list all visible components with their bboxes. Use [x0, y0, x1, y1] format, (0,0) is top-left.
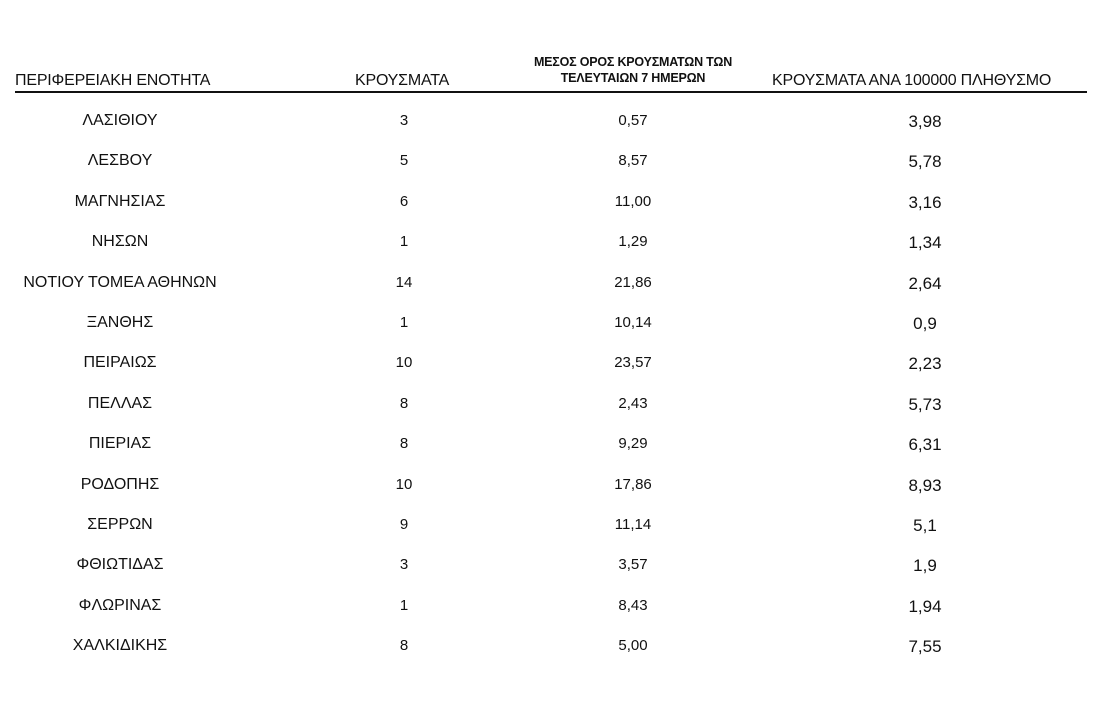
region-cell: ΠΙΕΡΙΑΣ — [88, 435, 152, 453]
table-row — [0, 546, 1100, 586]
table-row — [0, 344, 1100, 384]
header-region: ΠΕΡΙΦΕΡΕΙΑΚΗ ΕΝΟΤΗΤΑ — [15, 72, 211, 89]
region-cell: ΜΑΓΝΗΣΙΑΣ — [74, 192, 166, 210]
table-row — [0, 102, 1100, 142]
avg7-cell: 10,14 — [614, 313, 652, 331]
table-row — [0, 223, 1100, 263]
avg7-cell: 8,57 — [618, 152, 648, 170]
table-row — [0, 587, 1100, 627]
table-row — [0, 466, 1100, 506]
header-7day-average-line2: ΤΕΛΕΥΤΑΙΩΝ 7 ΗΜΕΡΩΝ — [560, 71, 706, 85]
cases-cell: 8 — [399, 435, 409, 453]
table-row — [0, 385, 1100, 425]
cases-cell: 14 — [395, 273, 413, 291]
table-row — [0, 627, 1100, 667]
avg7-cell: 17,86 — [614, 475, 652, 493]
region-cell: ΠΕΛΛΑΣ — [87, 394, 153, 412]
per100k-cell: 3,16 — [908, 192, 942, 212]
avg7-cell: 9,29 — [618, 435, 648, 453]
per100k-cell: 5,1 — [913, 515, 937, 535]
header-7day-average-line1: ΜΕΣΟΣ ΟΡΟΣ ΚΡΟΥΣΜΑΤΩΝ ΤΩΝ — [533, 55, 733, 69]
per100k-cell: 3,98 — [908, 112, 942, 131]
table-row — [0, 264, 1100, 304]
cases-cell: 6 — [399, 192, 409, 210]
region-cell: ΡΟΔΟΠΗΣ — [80, 475, 160, 493]
avg7-cell: 2,43 — [618, 394, 648, 412]
region-cell: ΝΗΣΩΝ — [91, 233, 149, 251]
header-cases-per-100k: ΚΡΟΥΣΜΑΤΑ ΑΝΑ 100000 ΠΛΗΘΥΣΜΟ — [772, 72, 1052, 89]
region-cell: ΦΘΙΩΤΙΔΑΣ — [76, 556, 164, 574]
region-cell: ΠΕΙΡΑΙΩΣ — [83, 354, 157, 372]
per100k-cell: 1,34 — [908, 233, 942, 253]
avg7-cell: 1,29 — [618, 233, 648, 251]
cases-cell: 1 — [399, 596, 409, 614]
cases-cell: 3 — [399, 556, 409, 574]
per100k-cell: 5,78 — [908, 152, 942, 172]
per100k-cell: 1,94 — [908, 596, 942, 616]
avg7-cell: 23,57 — [614, 354, 652, 372]
avg7-cell: 3,57 — [618, 556, 648, 574]
cases-cell: 1 — [399, 313, 409, 331]
avg7-cell: 5,00 — [618, 637, 648, 655]
avg7-cell: 11,14 — [614, 515, 652, 533]
header-divider — [15, 91, 1087, 93]
avg7-cell: 0,57 — [618, 112, 648, 129]
table-body — [0, 102, 1100, 667]
per100k-cell: 2,64 — [908, 273, 942, 293]
avg7-cell: 8,43 — [618, 596, 648, 614]
per100k-cell: 2,23 — [908, 354, 942, 374]
per100k-cell: 1,9 — [913, 556, 937, 576]
per100k-cell: 5,73 — [908, 394, 942, 414]
header-7day-average — [508, 54, 758, 86]
cases-cell: 10 — [395, 354, 413, 372]
region-cell: ΧΑΛΚΙΔΙΚΗΣ — [72, 637, 168, 655]
avg7-cell: 11,00 — [614, 192, 652, 210]
cases-cell: 5 — [399, 152, 409, 170]
region-cell: ΝΟΤΙΟΥ ΤΟΜΕΑ ΑΘΗΝΩΝ — [23, 273, 217, 291]
table-row — [0, 183, 1100, 223]
region-cell: ΛΑΣΙΘΙΟΥ — [82, 112, 158, 129]
region-cell: ΞΑΝΘΗΣ — [86, 313, 154, 331]
region-cell: ΦΛΩΡΙΝΑΣ — [78, 596, 162, 614]
per100k-cell: 7,55 — [908, 637, 942, 657]
table-row — [0, 142, 1100, 182]
avg7-cell: 21,86 — [614, 273, 652, 291]
cases-cell: 9 — [399, 515, 409, 533]
cases-cell: 8 — [399, 394, 409, 412]
table-row — [0, 425, 1100, 465]
table-row — [0, 304, 1100, 344]
per100k-cell: 0,9 — [913, 313, 937, 333]
per100k-cell: 6,31 — [908, 435, 942, 455]
per100k-cell: 8,93 — [908, 475, 942, 495]
cases-cell: 8 — [399, 637, 409, 655]
table-row — [0, 506, 1100, 546]
cases-cell: 1 — [399, 233, 409, 251]
header-cases: ΚΡΟΥΣΜΑΤΑ — [355, 72, 450, 89]
region-cell: ΣΕΡΡΩΝ — [87, 515, 153, 533]
region-cell: ΛΕΣΒΟΥ — [87, 152, 153, 170]
cases-cell: 3 — [399, 112, 409, 129]
cases-cell: 10 — [395, 475, 413, 493]
